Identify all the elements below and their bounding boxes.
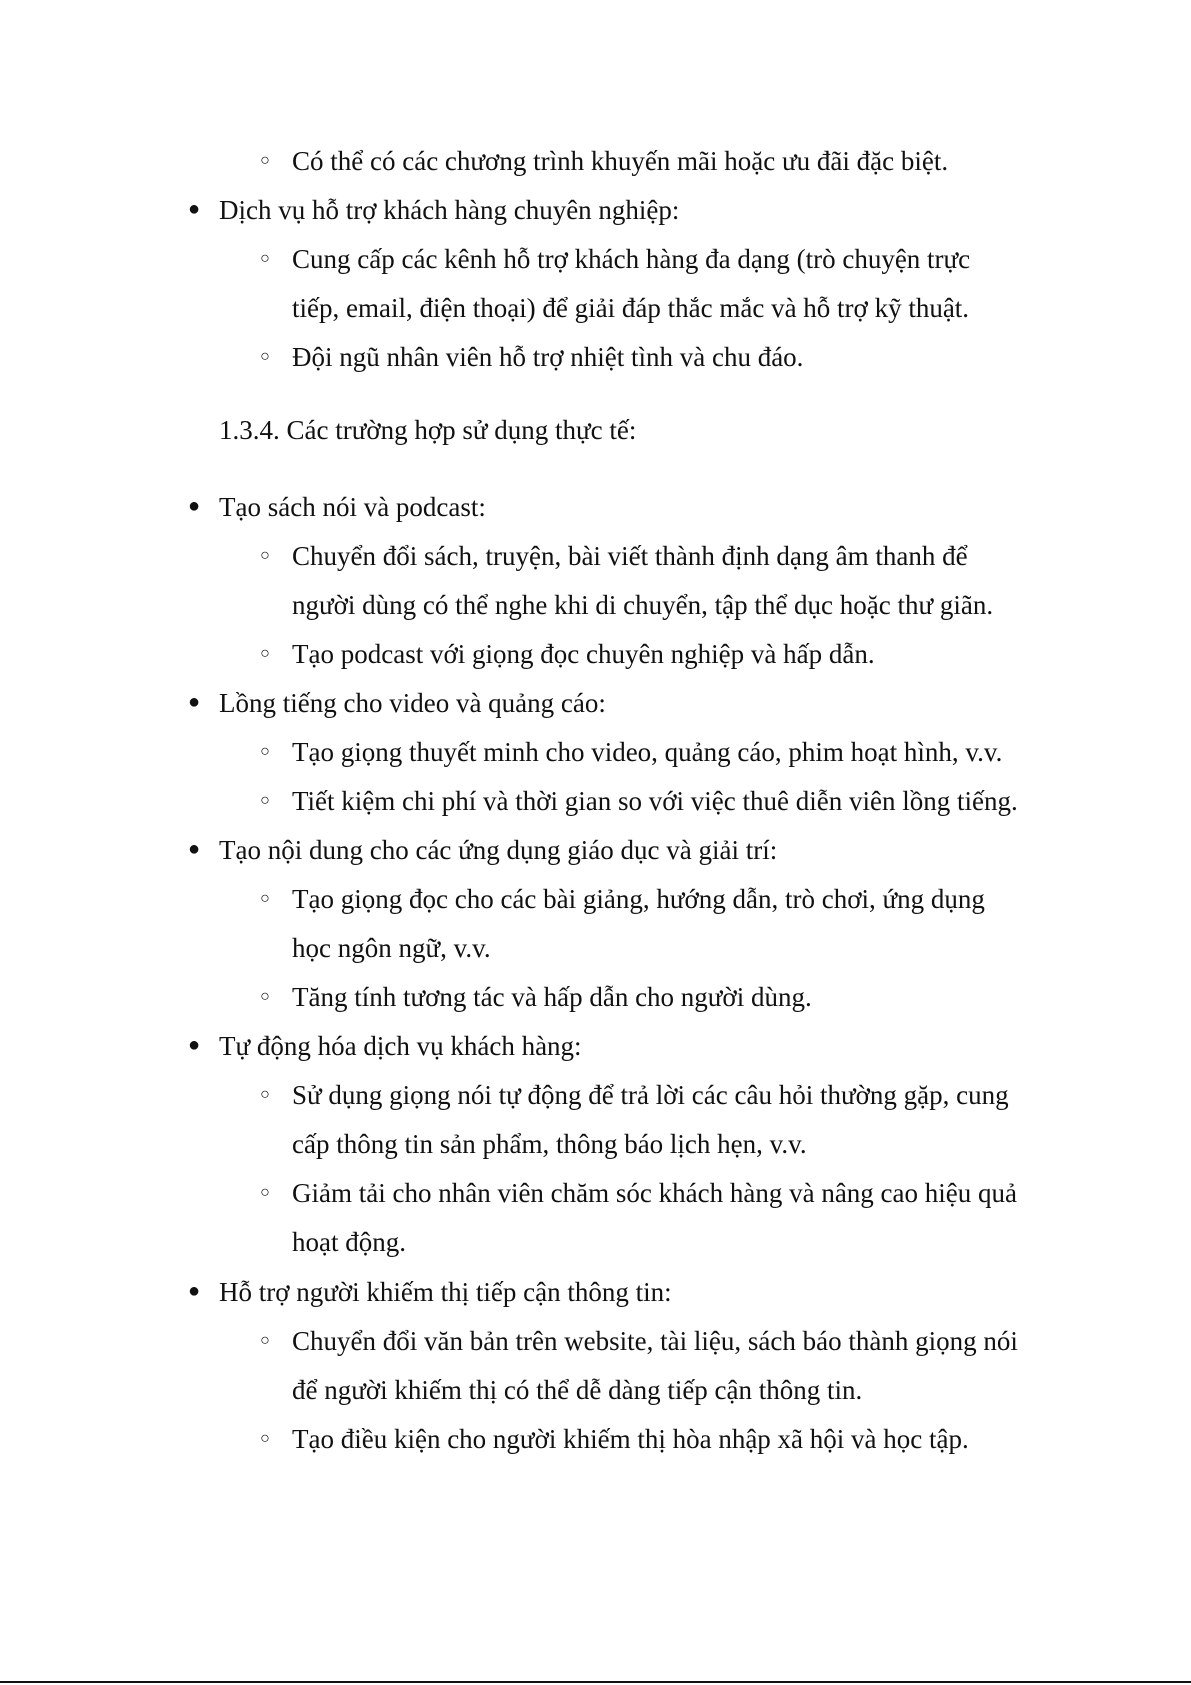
sub-bullet-icon: ○ <box>260 152 270 169</box>
main-bullet-icon: ● <box>187 691 201 713</box>
sub-bullet-icon: ○ <box>260 792 270 809</box>
list-item-text: Cung cấp các kênh hỗ trợ khách hàng đa dạng (trò chuyện trực <box>292 244 971 274</box>
sub-bullet-icon: ○ <box>260 1086 270 1103</box>
main-bullet-icon: ● <box>187 198 201 220</box>
list-item-text: hoạt động. <box>292 1227 406 1257</box>
list-item-text: Dịch vụ hỗ trợ khách hàng chuyên nghiệp: <box>219 195 680 225</box>
list-item-text: Tạo giọng đọc cho các bài giảng, hướng dẫn, trò chơi, ứng dụng <box>292 884 985 914</box>
main-bullet-icon: ● <box>187 838 201 860</box>
sub-bullet-icon: ○ <box>260 743 270 760</box>
sub-bullet-icon: ○ <box>260 988 270 1005</box>
list-item-text: để người khiếm thị có thể dễ dàng tiếp cận thông tin. <box>292 1375 863 1405</box>
list-item-text: Hỗ trợ người khiếm thị tiếp cận thông tin: <box>219 1277 672 1307</box>
sub-bullet-icon: ○ <box>260 1430 270 1447</box>
main-bullet-icon: ● <box>187 495 201 517</box>
list-item-text: Lồng tiếng cho video và quảng cáo: <box>219 688 606 718</box>
list-item-text: Tăng tính tương tác và hấp dẫn cho người dùng. <box>292 982 812 1012</box>
list-item-text: người dùng có thể nghe khi di chuyển, tập thể dục hoặc thư giãn. <box>292 590 994 620</box>
list-item-text: Tạo nội dung cho các ứng dụng giáo dục và giải trí: <box>219 835 778 865</box>
page-bottom-divider <box>0 1681 1191 1683</box>
sub-bullet-icon: ○ <box>260 645 270 662</box>
list-item-text: Chuyển đổi sách, truyện, bài viết thành định dạng âm thanh để <box>292 541 968 571</box>
sub-bullet-icon: ○ <box>260 250 270 267</box>
sub-bullet-icon: ○ <box>260 1184 270 1201</box>
list-item-text: Tạo sách nói và podcast: <box>219 492 486 522</box>
section-heading: 1.3.4. Các trường hợp sử dụng thực tế: <box>219 415 637 445</box>
list-item-text: Đội ngũ nhân viên hỗ trợ nhiệt tình và chu đáo. <box>292 342 804 372</box>
list-item-text: Tiết kiệm chi phí và thời gian so với việc thuê diễn viên lồng tiếng. <box>292 786 1018 816</box>
main-bullet-icon: ● <box>187 1280 201 1302</box>
sub-bullet-icon: ○ <box>260 890 270 907</box>
main-bullet-icon: ● <box>187 1034 201 1056</box>
list-item-text: Sử dụng giọng nói tự động để trả lời các câu hỏi thường gặp, cung <box>292 1080 1009 1110</box>
list-item-text: Tự động hóa dịch vụ khách hàng: <box>219 1031 582 1061</box>
sub-bullet-icon: ○ <box>260 1332 270 1349</box>
list-item-text: Chuyển đổi văn bản trên website, tài liệu, sách báo thành giọng nói <box>292 1326 1018 1356</box>
list-item-text: Tạo giọng thuyết minh cho video, quảng cáo, phim hoạt hình, v.v. <box>292 737 1003 767</box>
sub-bullet-icon: ○ <box>260 348 270 365</box>
list-item-text: tiếp, email, điện thoại) để giải đáp thắc mắc và hỗ trợ kỹ thuật. <box>292 293 970 323</box>
sub-bullet-icon: ○ <box>260 547 270 564</box>
list-item-text: cấp thông tin sản phẩm, thông báo lịch hẹn, v.v. <box>292 1129 807 1159</box>
list-item-text: Tạo podcast với giọng đọc chuyên nghiệp và hấp dẫn. <box>292 639 875 669</box>
list-item-text: Tạo điều kiện cho người khiếm thị hòa nhập xã hội và học tập. <box>292 1424 969 1454</box>
list-item-text: Giảm tải cho nhân viên chăm sóc khách hàng và nâng cao hiệu quả <box>292 1178 1017 1208</box>
list-item-text: học ngôn ngữ, v.v. <box>292 933 491 963</box>
list-item-text: Có thể có các chương trình khuyến mãi hoặc ưu đãi đặc biệt. <box>292 146 949 176</box>
